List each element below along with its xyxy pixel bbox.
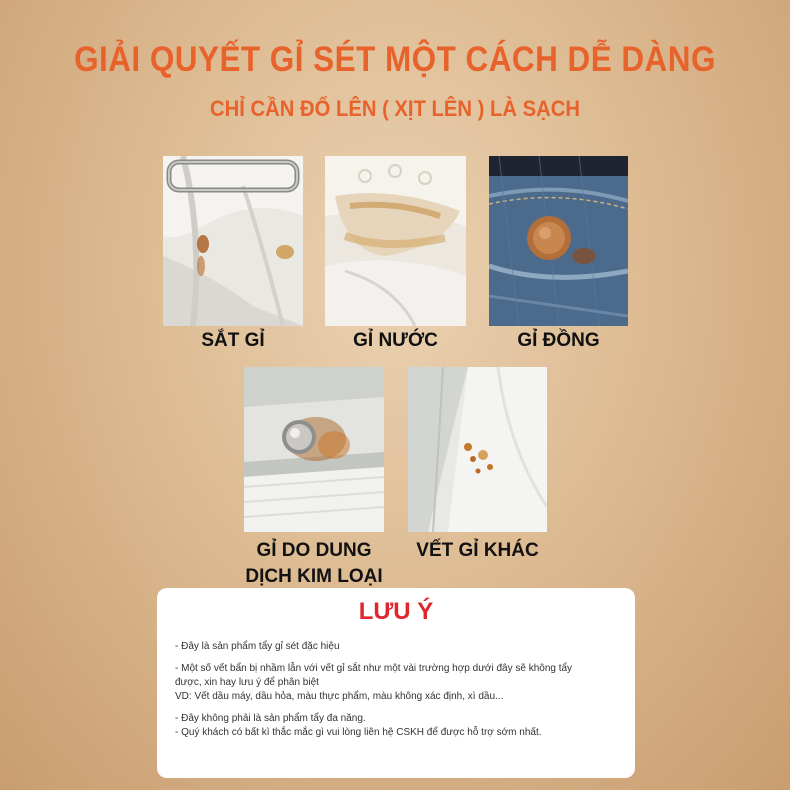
caption-other-rust: VẾT GỈ KHÁC bbox=[416, 540, 539, 561]
note-body bbox=[175, 640, 625, 740]
caption-metal-solution-rust-line2: DỊCH KIM LOẠI bbox=[245, 566, 383, 587]
note-line: VD: Vết dầu máy, dầu hỏa, màu thực phẩm, màu không xác định, xì dầu... bbox=[175, 691, 504, 702]
note-title: LƯU Ý bbox=[358, 598, 434, 625]
photo-water-rust bbox=[325, 156, 466, 326]
photo-iron-rust bbox=[163, 156, 303, 326]
photo-metal-solution-rust bbox=[244, 367, 384, 532]
caption-iron-rust: SẮT GỈ bbox=[201, 330, 265, 351]
photo-copper-rust bbox=[489, 156, 628, 326]
caption-metal-solution-rust-line1: GỈ DO DUNG bbox=[256, 540, 372, 561]
note-box bbox=[157, 588, 635, 778]
note-line: - Đây không phải là sản phẩm tẩy đa năng. bbox=[175, 713, 366, 724]
caption-metal-solution-rust bbox=[234, 538, 394, 590]
caption-copper-rust: GỈ ĐỒNG bbox=[517, 330, 600, 351]
page-title: GIẢI QUYẾT GỈ SÉT MỘT CÁCH DỄ DÀNG bbox=[74, 40, 716, 79]
caption-water-rust: GỈ NƯỚC bbox=[353, 330, 438, 351]
page-subtitle: CHỈ CẦN ĐỔ LÊN ( XỊT LÊN ) LÀ SẠCH bbox=[210, 96, 580, 121]
note-line: - Đây là sản phẩm tẩy gỉ sét đặc hiệu bbox=[175, 641, 340, 652]
photo-other-rust bbox=[408, 367, 547, 532]
note-line: - Quý khách có bất kì thắc mắc gì vui lòng liên hệ CSKH để được hỗ trợ sớm nhất. bbox=[175, 727, 542, 738]
note-line: - Một số vết bẩn bị nhầm lẫn với vết gỉ sắt như một vài trường hợp dưới đây sẽ không tẩy bbox=[175, 663, 573, 674]
note-line: được, xin hay lưu ý để phân biệt bbox=[175, 677, 319, 688]
